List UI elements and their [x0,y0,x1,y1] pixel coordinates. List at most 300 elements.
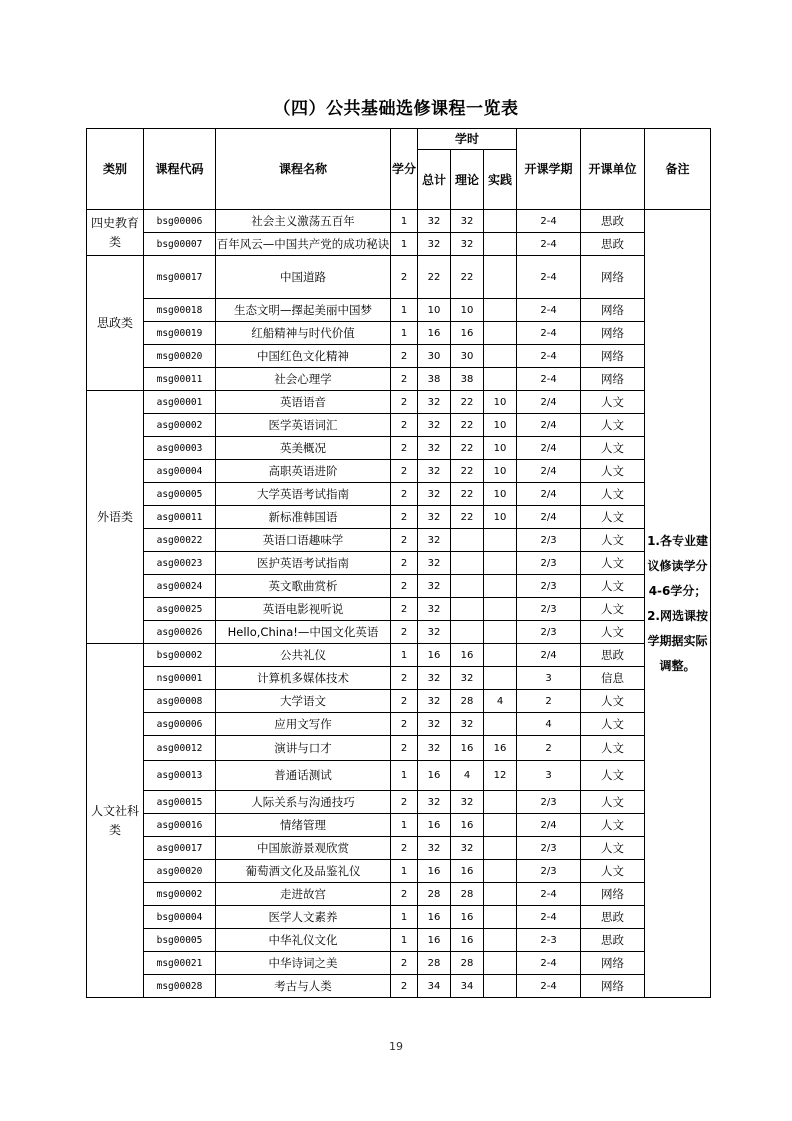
code-cell: asg00012 [144,736,216,761]
term-cell: 2-4 [517,210,581,233]
term-cell: 2 [517,690,581,713]
total-cell: 32 [418,483,451,506]
theory-cell: 22 [451,414,484,437]
total-cell: 16 [418,906,451,929]
total-cell: 32 [418,791,451,814]
code-cell: asg00013 [144,761,216,791]
theory-cell: 22 [451,483,484,506]
table-row [87,575,711,598]
credit-cell: 2 [391,690,418,713]
unit-cell: 网络 [581,883,645,906]
unit-cell: 人文 [581,761,645,791]
practice-cell [484,529,517,552]
total-cell: 32 [418,713,451,736]
course-table-body [87,210,711,998]
theory-cell: 22 [451,437,484,460]
credit-cell: 2 [391,952,418,975]
page-title: （四）公共基础选修课程一览表 [273,99,519,119]
unit-cell: 网络 [581,368,645,391]
unit-cell: 人文 [581,860,645,883]
table-row [87,210,711,233]
term-cell: 3 [517,761,581,791]
credit-cell: 2 [391,437,418,460]
practice-cell [484,345,517,368]
term-cell: 2-4 [517,233,581,256]
table-row [87,621,711,644]
theory-cell: 34 [451,975,484,998]
unit-cell: 思政 [581,906,645,929]
theory-cell [451,598,484,621]
name-cell: 普通话测试 [216,761,391,791]
practice-cell [484,860,517,883]
theory-cell: 30 [451,345,484,368]
code-cell: bsg00007 [144,233,216,256]
credit-cell: 2 [391,736,418,761]
credit-cell: 2 [391,621,418,644]
practice-cell [484,713,517,736]
code-cell: msg00028 [144,975,216,998]
credit-cell: 2 [391,391,418,414]
name-cell: 演讲与口才 [216,736,391,761]
unit-cell: 人文 [581,506,645,529]
practice-cell: 10 [484,391,517,414]
practice-cell: 10 [484,460,517,483]
theory-cell: 32 [451,210,484,233]
table-row [87,391,711,414]
theory-cell: 16 [451,860,484,883]
practice-cell: 10 [484,506,517,529]
table-row [87,322,711,345]
theory-cell [451,575,484,598]
unit-cell: 人文 [581,483,645,506]
term-cell: 2-4 [517,368,581,391]
theory-cell: 16 [451,814,484,837]
credit-cell: 2 [391,552,418,575]
credit-cell: 2 [391,975,418,998]
practice-cell [484,299,517,322]
table-row [87,644,711,667]
term-cell: 2/3 [517,621,581,644]
name-cell: 人际关系与沟通技巧 [216,791,391,814]
code-cell: asg00003 [144,437,216,460]
name-cell: 新标准韩国语 [216,506,391,529]
theory-cell [451,621,484,644]
practice-cell: 10 [484,483,517,506]
theory-cell: 16 [451,322,484,345]
total-cell: 32 [418,552,451,575]
table-row [87,883,711,906]
total-cell: 16 [418,860,451,883]
total-cell: 38 [418,368,451,391]
header-category: 类别 [87,129,144,210]
code-cell: asg00023 [144,552,216,575]
theory-cell [451,552,484,575]
unit-cell: 网络 [581,952,645,975]
unit-cell: 网络 [581,975,645,998]
credit-cell: 1 [391,299,418,322]
name-cell: 红船精神与时代价值 [216,322,391,345]
term-cell: 2-4 [517,883,581,906]
code-cell: bsg00006 [144,210,216,233]
practice-cell: 4 [484,690,517,713]
theory-cell: 32 [451,837,484,860]
unit-cell: 人文 [581,414,645,437]
unit-cell: 人文 [581,437,645,460]
code-cell: asg00020 [144,860,216,883]
practice-cell [484,621,517,644]
name-cell: 中华礼仪文化 [216,929,391,952]
code-cell: msg00021 [144,952,216,975]
table-row [87,761,711,791]
table-row [87,345,711,368]
credit-cell: 1 [391,644,418,667]
total-cell: 16 [418,644,451,667]
table-row [87,929,711,952]
unit-cell: 人文 [581,791,645,814]
term-cell: 2/4 [517,483,581,506]
unit-cell: 人文 [581,391,645,414]
header-credit: 学分 [391,129,418,210]
total-cell: 10 [418,299,451,322]
header-term: 开课学期 [517,129,581,210]
total-cell: 28 [418,883,451,906]
practice-cell [484,256,517,299]
category-cell: 人文社科类 [87,644,144,998]
table-row [87,736,711,761]
practice-cell [484,837,517,860]
term-cell: 2/3 [517,860,581,883]
term-cell: 2-3 [517,929,581,952]
total-cell: 30 [418,345,451,368]
code-cell: msg00002 [144,883,216,906]
practice-cell [484,210,517,233]
table-row [87,837,711,860]
total-cell: 32 [418,667,451,690]
unit-cell: 思政 [581,210,645,233]
practice-cell: 10 [484,437,517,460]
table-row [87,506,711,529]
term-cell: 2-4 [517,345,581,368]
total-cell: 32 [418,575,451,598]
name-cell: 情绪管理 [216,814,391,837]
unit-cell: 人文 [581,814,645,837]
term-cell: 2-4 [517,256,581,299]
name-cell: 中国道路 [216,256,391,299]
total-cell: 28 [418,952,451,975]
credit-cell: 2 [391,483,418,506]
unit-cell: 网络 [581,345,645,368]
credit-cell: 2 [391,414,418,437]
term-cell: 3 [517,667,581,690]
credit-cell: 1 [391,210,418,233]
practice-cell [484,667,517,690]
practice-cell [484,883,517,906]
table-row [87,860,711,883]
credit-cell: 2 [391,667,418,690]
credit-cell: 1 [391,860,418,883]
name-cell: 大学英语考试指南 [216,483,391,506]
credit-cell: 1 [391,929,418,952]
code-cell: asg00005 [144,483,216,506]
theory-cell: 22 [451,460,484,483]
category-cell: 四史教育类 [87,210,144,256]
name-cell: 中国红色文化精神 [216,345,391,368]
code-cell: asg00006 [144,713,216,736]
unit-cell: 信息 [581,667,645,690]
theory-cell [451,529,484,552]
name-cell: 百年风云—中国共产党的成功秘诀 [216,233,391,256]
code-cell: asg00001 [144,391,216,414]
theory-cell: 22 [451,391,484,414]
name-cell: 大学语文 [216,690,391,713]
term-cell: 2/3 [517,552,581,575]
code-cell: asg00008 [144,690,216,713]
unit-cell: 人文 [581,575,645,598]
term-cell: 2/3 [517,791,581,814]
practice-cell [484,322,517,345]
total-cell: 32 [418,529,451,552]
practice-cell [484,368,517,391]
name-cell: Hello,China!—中国文化英语 [216,621,391,644]
name-cell: 葡萄酒文化及品鉴礼仪 [216,860,391,883]
unit-cell: 人文 [581,713,645,736]
theory-cell: 10 [451,299,484,322]
table-row [87,299,711,322]
theory-cell: 32 [451,233,484,256]
header-total: 总计 [418,150,451,210]
name-cell: 应用文写作 [216,713,391,736]
theory-cell: 28 [451,690,484,713]
unit-cell: 人文 [581,529,645,552]
remarks-cell: 1.各专业建议修读学分4-6学分；2.网选课按学期据实际调整。 [645,210,711,998]
code-cell: asg00024 [144,575,216,598]
total-cell: 22 [418,256,451,299]
code-cell: asg00025 [144,598,216,621]
table-row [87,460,711,483]
code-cell: asg00016 [144,814,216,837]
theory-cell: 38 [451,368,484,391]
practice-cell [484,598,517,621]
total-cell: 32 [418,506,451,529]
table-row [87,368,711,391]
header-theory: 理论 [451,150,484,210]
code-cell: bsg00004 [144,906,216,929]
term-cell: 2/3 [517,575,581,598]
table-row [87,906,711,929]
unit-cell: 网络 [581,299,645,322]
name-cell: 中国旅游景观欣赏 [216,837,391,860]
category-cell: 外语类 [87,391,144,644]
term-cell: 2-4 [517,299,581,322]
theory-cell: 32 [451,713,484,736]
table-row [87,952,711,975]
code-cell: asg00022 [144,529,216,552]
practice-cell [484,552,517,575]
theory-cell: 28 [451,883,484,906]
theory-cell: 4 [451,761,484,791]
practice-cell: 16 [484,736,517,761]
unit-cell: 人文 [581,736,645,761]
name-cell: 生态文明—擇起美丽中国梦 [216,299,391,322]
theory-cell: 16 [451,644,484,667]
practice-cell: 12 [484,761,517,791]
name-cell: 英文歌曲赏析 [216,575,391,598]
theory-cell: 32 [451,791,484,814]
name-cell: 考古与人类 [216,975,391,998]
credit-cell: 2 [391,575,418,598]
code-cell: msg00011 [144,368,216,391]
credit-cell: 2 [391,883,418,906]
credit-cell: 2 [391,506,418,529]
practice-cell [484,575,517,598]
table-row [87,552,711,575]
total-cell: 32 [418,233,451,256]
name-cell: 社会心理学 [216,368,391,391]
code-cell: asg00026 [144,621,216,644]
theory-cell: 16 [451,906,484,929]
term-cell: 2-4 [517,952,581,975]
term-cell: 2/3 [517,837,581,860]
total-cell: 16 [418,929,451,952]
term-cell: 2/4 [517,437,581,460]
code-cell: asg00017 [144,837,216,860]
total-cell: 32 [418,736,451,761]
unit-cell: 人文 [581,460,645,483]
table-row [87,414,711,437]
table-row [87,713,711,736]
credit-cell: 1 [391,233,418,256]
header-unit: 开课单位 [581,129,645,210]
theory-cell: 22 [451,506,484,529]
unit-cell: 网络 [581,256,645,299]
practice-cell [484,814,517,837]
practice-cell [484,233,517,256]
name-cell: 英语电影视听说 [216,598,391,621]
practice-cell: 10 [484,414,517,437]
code-cell: msg00018 [144,299,216,322]
practice-cell [484,975,517,998]
total-cell: 32 [418,437,451,460]
table-row [87,667,711,690]
total-cell: 32 [418,621,451,644]
total-cell: 32 [418,690,451,713]
code-cell: bsg00005 [144,929,216,952]
page-number: 19 [389,1040,403,1053]
total-cell: 16 [418,322,451,345]
practice-cell [484,644,517,667]
code-cell: asg00004 [144,460,216,483]
credit-cell: 2 [391,256,418,299]
name-cell: 医护英语考试指南 [216,552,391,575]
term-cell: 2-4 [517,322,581,345]
credit-cell: 2 [391,837,418,860]
unit-cell: 人文 [581,690,645,713]
header-name: 课程名称 [216,129,391,210]
theory-cell: 22 [451,256,484,299]
total-cell: 16 [418,814,451,837]
table-row [87,437,711,460]
term-cell: 2/4 [517,391,581,414]
credit-cell: 2 [391,791,418,814]
credit-cell: 2 [391,345,418,368]
total-cell: 32 [418,460,451,483]
name-cell: 走进故宫 [216,883,391,906]
unit-cell: 人文 [581,552,645,575]
credit-cell: 2 [391,529,418,552]
term-cell: 2-4 [517,906,581,929]
table-row [87,256,711,299]
term-cell: 4 [517,713,581,736]
table-row [87,791,711,814]
credit-cell: 1 [391,814,418,837]
table-row [87,483,711,506]
name-cell: 英美概况 [216,437,391,460]
name-cell: 英语语音 [216,391,391,414]
total-cell: 16 [418,761,451,791]
practice-cell [484,906,517,929]
code-cell: msg00019 [144,322,216,345]
code-cell: asg00002 [144,414,216,437]
name-cell: 高职英语进阶 [216,460,391,483]
credit-cell: 1 [391,322,418,345]
table-row [87,814,711,837]
term-cell: 2/4 [517,460,581,483]
unit-cell: 思政 [581,929,645,952]
total-cell: 34 [418,975,451,998]
name-cell: 医学人文素养 [216,906,391,929]
unit-cell: 人文 [581,621,645,644]
theory-cell: 28 [451,952,484,975]
code-cell: nsg00001 [144,667,216,690]
credit-cell: 1 [391,761,418,791]
table-row [87,529,711,552]
term-cell: 2/3 [517,529,581,552]
total-cell: 32 [418,598,451,621]
code-cell: bsg00002 [144,644,216,667]
unit-cell: 网络 [581,322,645,345]
name-cell: 计算机多媒体技术 [216,667,391,690]
term-cell: 2/4 [517,644,581,667]
code-cell: msg00017 [144,256,216,299]
name-cell: 医学英语词汇 [216,414,391,437]
name-cell: 社会主义激荡五百年 [216,210,391,233]
total-cell: 32 [418,837,451,860]
theory-cell: 16 [451,736,484,761]
term-cell: 2/4 [517,506,581,529]
unit-cell: 人文 [581,598,645,621]
practice-cell [484,791,517,814]
credit-cell: 2 [391,598,418,621]
course-table [86,128,711,998]
name-cell: 中华诗词之美 [216,952,391,975]
name-cell: 公共礼仪 [216,644,391,667]
practice-cell [484,929,517,952]
code-cell: asg00015 [144,791,216,814]
term-cell: 2/3 [517,598,581,621]
table-row [87,690,711,713]
credit-cell: 2 [391,460,418,483]
table-row [87,233,711,256]
practice-cell [484,952,517,975]
theory-cell: 32 [451,667,484,690]
unit-cell: 思政 [581,644,645,667]
name-cell: 英语口语趣味学 [216,529,391,552]
total-cell: 32 [418,391,451,414]
header-practice: 实践 [484,150,517,210]
credit-cell: 1 [391,906,418,929]
theory-cell: 16 [451,929,484,952]
header-code: 课程代码 [144,129,216,210]
